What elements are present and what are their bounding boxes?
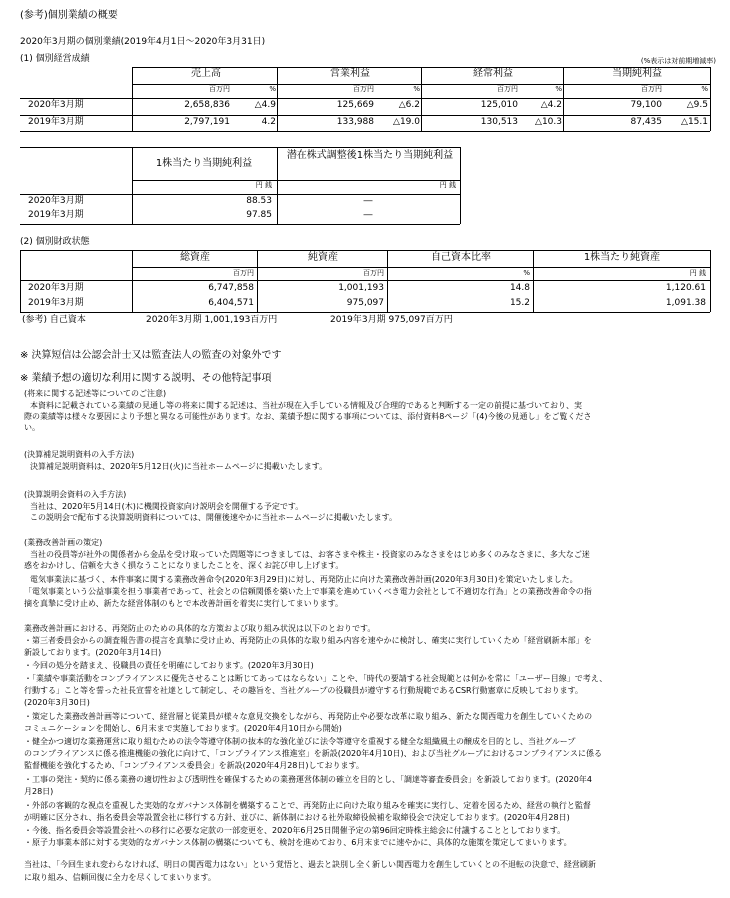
table-rule (710, 67, 711, 131)
paragraph-line: 摘を真摯に受け止め、新たな経営体制のもとで本改善計画を着実に実行してまいります。 (24, 599, 344, 608)
table-rule (20, 250, 21, 312)
table-rule (20, 147, 460, 148)
paragraph-line: 当社の役員等が社外の関係者から金品を受け取っていた問題等につきましては、お客さまや株主・投資家のみなさまをはじめ多くのみなさまに、多大なご迷 (30, 550, 590, 559)
table-rule (20, 224, 460, 225)
paragraph-line: ・策定した業務改善計画等について、経営層と従業員が様々な意見交換をしながら、再発防止や必要な改革に取り組み、新たな関西電力を創生していくための (24, 712, 593, 721)
unit: % (701, 85, 708, 93)
value-cell: 1,001,193 (338, 283, 384, 293)
header-eps: 1株当たり当期純利益 (155, 158, 253, 169)
unit: 百万円 (363, 269, 384, 277)
paragraph-line: 月28日) (24, 787, 54, 796)
paragraph-title: (将来に関する記述等についてのご注意) (24, 389, 167, 398)
value-cell: 88.53 (246, 196, 272, 206)
value-cell: △9.5 (686, 100, 708, 110)
paragraph-line: ・工事の発注・契約に係る業務の適切性および透明性を確保するための業務運営体制の確立を目的とし、「調達等審査委員会」を新設しております。(2020年4 (24, 775, 592, 784)
value-cell: 1,120.61 (665, 283, 706, 293)
value-cell: 4.2 (261, 117, 276, 127)
table-rule (533, 250, 534, 312)
forecast-note-title: ※ 業績予想の適切な利用に関する説明、その他特記事項 (20, 373, 272, 384)
table-rule (20, 115, 710, 116)
paragraph-line: 当社は、「今回生まれ変わらなければ、明日の関西電力はない」という覚悟と、過去と訣別し全く新しい関西電力を創生していくとの不退転の決意で、経営刷新 (24, 860, 596, 869)
value-cell: 975,097 (346, 298, 384, 308)
value-cell: ― (363, 196, 373, 206)
table-rule (387, 250, 388, 312)
paragraph-line: が明確に区分され、指名委員会等設置会社に移行する方針、並びに、新体制における社外取締役候補を取締役会で決定しております。(2020年4月28日) (24, 813, 570, 822)
table-rule (20, 250, 710, 251)
paragraph-line: ・健全かつ適切な業務運営に取り組むための法令等遵守体制の抜本的な強化並びに法令等遵守を重視する健全な組織風土の醸成を目的とし、当社グループ (24, 737, 576, 746)
table-rule (20, 312, 710, 313)
paragraph-line: 電気事業法に基づく、本件事案に関する業務改善命令(2020年3月29日)に対し、再発防止に向けた業務改善計画(2020年3月30日)を策定いたしました。 (30, 575, 578, 584)
table-rule (277, 147, 278, 224)
value-cell: △15.1 (681, 117, 708, 127)
value-cell: 125,010 (480, 100, 518, 110)
equity-note-current: 2020年3月期 1,001,193百万円 (146, 315, 278, 325)
unit: % (269, 85, 276, 93)
table-rule (710, 250, 711, 312)
paragraph-line: 決算補足説明資料は、2020年5月12日(火)に当社ホームページに掲載いたします。 (30, 462, 328, 471)
table-rule (460, 147, 461, 224)
unit: 百万円 (233, 269, 254, 277)
section1-note: (%表示は対前期増減率) (640, 57, 716, 65)
value-cell: 130,513 (480, 117, 518, 127)
unit: % (523, 269, 530, 277)
paragraph-title: (決算説明会資料の入手方法) (24, 490, 127, 499)
unit: 百万円 (641, 85, 662, 93)
header-bps: 1株当たり純資産 (583, 252, 661, 263)
row-label: 2019年3月期 (28, 210, 84, 220)
table-rule (132, 267, 710, 268)
period-title: 2020年3月期の個別業績(2019年4月1日～2020年3月31日) (20, 37, 266, 47)
table-rule (132, 67, 133, 131)
table-rule (132, 147, 133, 224)
value-cell: △4.2 (540, 100, 562, 110)
table-rule (277, 67, 278, 131)
paragraph-line: 「電気事業という公益事業を担う事業者であって、社会との信頼関係を築いた上で事業を進めていくべき電力会社として不適切な行為」との業務改善命令の指 (24, 587, 592, 596)
paragraph-line: 当社は、2020年5月14日(木)に機関投資家向け説明会を開催する予定です。 (30, 502, 304, 511)
header-operating-income: 営業利益 (330, 68, 370, 79)
table-rule (20, 98, 710, 99)
equity-note-prior: 2019年3月期 975,097百万円 (330, 315, 453, 325)
audit-note: ※ 決算短信は公認会計士又は監査法人の監査の対象外です (20, 350, 282, 361)
table-rule (257, 250, 258, 312)
value-cell: 2,797,191 (184, 117, 230, 127)
value-cell: 79,100 (630, 100, 662, 110)
table-rule (20, 280, 710, 281)
paragraph-line: ・外部の客観的な視点を重視した実効的なガバナンス体制を構築することで、再発防止に向けた取り組みを確実に実行し、定着を図るため、経営の執行と監督 (24, 801, 591, 810)
value-cell: 6,747,858 (208, 283, 254, 293)
paragraph-line: この説明会で配布する決算説明資料については、開催後速やかに当社ホームページに掲載いたします。 (30, 513, 398, 522)
header-total-assets: 総資産 (180, 252, 210, 263)
paragraph-line: 惑をおかけし、信頼を大きく損なうことになりましたことを、深くお詫び申し上げます。 (24, 561, 344, 570)
value-cell: △4.9 (254, 100, 276, 110)
paragraph-line: に取り組み、信頼回復に全力を尽くしてまいります。 (24, 873, 216, 882)
paragraph-line: 行動する」こと等を誓った社長宣誓を社達として制定し、その趣旨を、当社グループの役職員が遵守する行動規範であるCSR行動憲章に反映しております。 (24, 686, 583, 695)
unit: % (555, 85, 562, 93)
row-label: 2020年3月期 (28, 100, 84, 110)
header-net-income: 当期純利益 (612, 68, 662, 79)
unit: 百万円 (353, 85, 374, 93)
value-cell: 6,404,571 (208, 298, 254, 308)
value-cell: 14.8 (509, 283, 530, 293)
unit: 円 銭 (689, 269, 706, 277)
header-net-assets: 純資産 (308, 252, 338, 263)
unit: 円 銭 (439, 181, 456, 189)
value-cell: △10.3 (535, 117, 562, 127)
paragraph-line: い。 (24, 423, 40, 432)
paragraph-line: コミュニケーションを開始し、6月末まで実施しております。(2020年4月10日から開始) (24, 724, 342, 733)
paragraph-line: ・原子力事業本部に対する実効的なガバナンス体制の構築についても、検討を進めており、6月末までに速やかに、具体的な施策を策定してまいります。 (24, 838, 572, 847)
table-rule (132, 180, 460, 181)
paragraph-line: (2020年3月30日) (24, 698, 90, 707)
value-cell: 97.85 (246, 210, 272, 220)
value-cell: 87,435 (630, 117, 662, 127)
value-cell: ― (363, 210, 373, 220)
paragraph-title: (業務改善計画の策定) (24, 538, 103, 547)
paragraph-line: 新設しております。(2020年3月14日) (24, 648, 162, 657)
value-cell: 2,658,836 (184, 100, 230, 110)
section1-title: (1) 個別経営成績 (20, 54, 90, 64)
table-rule (563, 67, 564, 131)
value-cell: 125,669 (336, 100, 374, 110)
unit: 百万円 (497, 85, 518, 93)
table-rule (421, 67, 422, 131)
paragraph-line: ・第三者委員会からの調査報告書の提言を真摯に受け止め、再発防止の具体的な取り組み内容を速やかに検討し、確実に実行していくため「経営刷新本部」を (24, 636, 592, 645)
row-label: 2019年3月期 (28, 298, 84, 308)
header-equity-ratio: 自己資本比率 (431, 252, 491, 263)
row-label: 2019年3月期 (28, 117, 84, 127)
value-cell: △19.0 (393, 117, 420, 127)
paragraph-line: ・今後、指名委員会等設置会社への移行に必要な定款の一部変更を、2020年6月25日開催予定の第96回定時株主総会に付議することとしております。 (24, 826, 566, 835)
table-rule (132, 250, 133, 312)
equity-note-label: (参考) 自己資本 (22, 315, 86, 325)
section2-title: (2) 個別財政状態 (20, 237, 90, 247)
row-label: 2020年3月期 (28, 283, 84, 293)
value-cell: 15.2 (509, 298, 530, 308)
row-label: 2020年3月期 (28, 196, 84, 206)
unit: 円 銭 (255, 181, 272, 189)
table-rule (20, 131, 710, 132)
unit: 百万円 (209, 85, 230, 93)
value-cell: 133,988 (336, 117, 374, 127)
paragraph-title: 業務改善計画における、再発防止のための具体的な方策および取り組み状況は以下のとおりです。 (24, 624, 376, 633)
paragraph-line: ・今回の処分を踏まえ、役職員の責任を明確にしております。(2020年3月30日) (24, 661, 314, 670)
header-sales: 売上高 (191, 68, 221, 79)
header-ordinary-income: 経常利益 (473, 68, 513, 79)
paragraph-line: のコンプライアンスに係る推進機能の強化に向けて、「コンプライアンス推進室」を新設(2020年4月10日)、および当社グループにおけるコンプライアンスに係る (24, 749, 602, 758)
value-cell: △6.2 (398, 100, 420, 110)
paragraph-line: 監督機能を強化するため、「コンプライアンス委員会」を新設(2020年4月28日)しております。 (24, 761, 364, 770)
table-rule (20, 194, 460, 195)
paragraph-line: ・「業績や事業活動をコンプライアンスに優先させることは断じてあってはならない」ことや、「時代の要請する社会規範とは何かを常に「ユーザー目線」で考え、 (24, 674, 608, 683)
document-heading: (参考)個別業績の概要 (20, 10, 118, 21)
value-cell: 1,091.38 (665, 298, 706, 308)
header-diluted-eps: 潜在株式調整後1株当たり当期純利益 (286, 150, 454, 161)
unit: % (413, 85, 420, 93)
paragraph-line: 際の業績等は様々な要因により予想と異なる可能性があります。なお、業績予想に関する事項については、添付資料8ページ「(4)今後の見通し」をご覧くださ (24, 412, 592, 421)
paragraph-title: (決算補足説明資料の入手方法) (24, 450, 135, 459)
paragraph-line: 本資料に記載されている業績の見通し等の将来に関する記述は、当社が現在入手している情報及び合理的であると判断する一定の前提に基づいており、実 (30, 401, 582, 410)
